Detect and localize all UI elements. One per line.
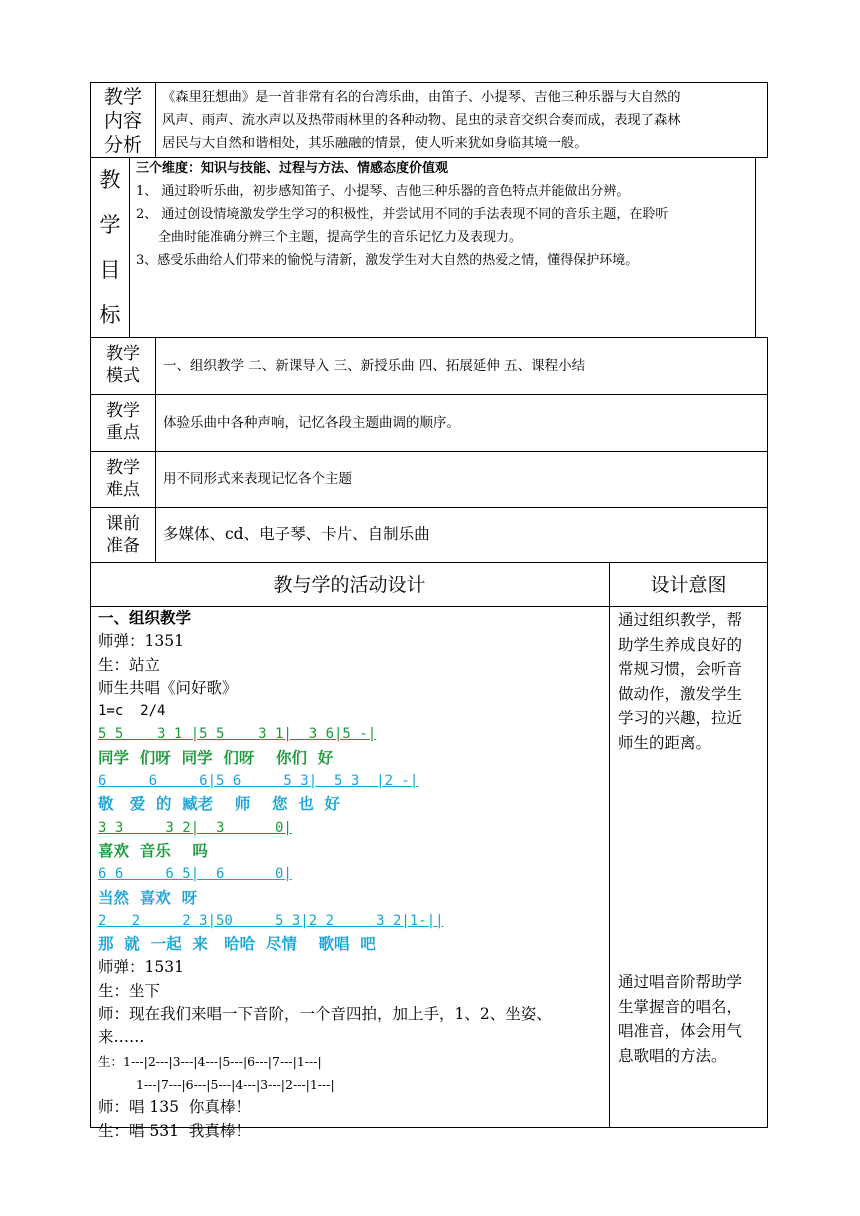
- objective-item: 3、感受乐曲给人们带来的愉悦与清新，激发学生对大自然的热爱之情，懂得保护环境。: [136, 253, 639, 268]
- objective-item: 全曲时能准确分辨三个主题，提高学生的音乐记忆力及表现力。: [158, 230, 523, 245]
- mode-label: 教学 模式: [106, 344, 140, 386]
- score-notes: 6 6 6|5 6 5 3| 5 3 |2 -|: [98, 773, 419, 790]
- score-notes: 5 5 3 1 |5 5 3 1| 3 6|5 -|: [98, 726, 377, 743]
- score-lyrics: 敬 爱 的 臧老 师 您 也 好: [98, 795, 341, 814]
- analysis-text: 《森里狂想曲》是一首非常有名的台湾乐曲，由笛子、小提琴、吉他三种乐器与大自然的 风声、雨声、流水声以及热带雨林里的各种动物、昆虫的录音交织合奏而成，表现了森林 居民与大自然和谐相处，其乐融融的情景，使人听来犹如身临其境一般。: [162, 90, 681, 151]
- score-lyrics: 喜欢 音乐 吗: [98, 841, 208, 860]
- score-lyrics: 当然 喜欢 呀: [98, 888, 198, 907]
- activity-content: 一、组织教学 师弹：1351 生：站立 师生共唱《问好歌》 1=c 2/4 5 5 3 1 |5 5 3 1| 3 6|5 -| 同学 们呀 同学 们呀 你们 好 6 6 6|5 6 5 3| 5 3 |2 -| 敬 爱 的 臧老 师 您 也 好 3 3 3 2| 3 0| 喜欢 音乐 吗 6 6 6 5| 6 0| 当然 喜欢 呀 2 2 2 3|50 5 3|2 2 3 2|1-|| 那 就 一起 来 哈哈 尽情 歌唱 吧 师弹：1531 生：坐下 师：现在我们来唱一下音阶，一个音四拍，加上手，1、2、坐姿、 来…… 生：1---|2---|3---|4---|5---|6---|7---|1---| 1---|7---|6---|5---|4---|3---|2---|1---| 师：唱 135 你真棒！ 生：唱 531 我真棒！: [98, 607, 603, 1143]
- difficulty-text: 用不同形式来表现记忆各个主题: [163, 471, 352, 487]
- objective-item: 1、 通过聆听乐曲，初步感知笛子、小提琴、吉他三种乐器的音色特点并能做出分辨。: [136, 184, 630, 199]
- focus-text: 体验乐曲中各种声响，记忆各段主题曲调的顺序。: [163, 415, 460, 431]
- objective-item: 2、 通过创设情境激发学生学习的积极性，并尝试用不同的手法表现不同的音乐主题，在聆听: [136, 207, 669, 222]
- preparation-text: 多媒体、cd、电子琴、卡片、自制乐曲: [163, 525, 430, 543]
- score-notes: 2 2 2 3|50 5 3|2 2 3 2|1-||: [98, 912, 444, 929]
- score-notes: 3 3 3 2| 3 0|: [98, 819, 292, 836]
- objectives-content: [136, 157, 752, 272]
- analysis-label: 教学 内容 分析: [103, 86, 142, 156]
- score-notes: 6 6 6 5| 6 0|: [98, 866, 292, 883]
- score-lyrics: 同学 们呀 同学 们呀 你们 好: [98, 748, 334, 767]
- intent-header: 设计意图: [650, 574, 727, 596]
- activity-header: 教与学的活动设计: [273, 574, 426, 596]
- preparation-label: 课前 准备: [106, 514, 140, 556]
- intent-1: 通过组织教学，帮 助学生养成良好的 常规习惯，会听音 做动作，激发学生 学习的兴趣，拉近 师生的距离。: [618, 611, 743, 752]
- intent-2: 通过唱音阶帮助学 生掌握音的唱名， 唱准音，体会用气 息歌唱的方法。: [618, 973, 743, 1065]
- score-lyrics: 那 就 一起 来 哈哈 尽情 歌唱 吧: [98, 935, 376, 954]
- mode-text: 一、组织教学 二、新课导入 三、新授乐曲 四、拓展延伸 五、课程小结: [163, 358, 586, 374]
- focus-label: 教学 重点: [106, 401, 140, 443]
- difficulty-label: 教学 难点: [106, 458, 140, 500]
- section-title: 一、组织教学: [98, 609, 192, 627]
- objectives-label: 教 学 目 标: [99, 168, 121, 327]
- objectives-heading: 三个维度：知识与技能、过程与方法、情感态度价值观: [136, 161, 449, 176]
